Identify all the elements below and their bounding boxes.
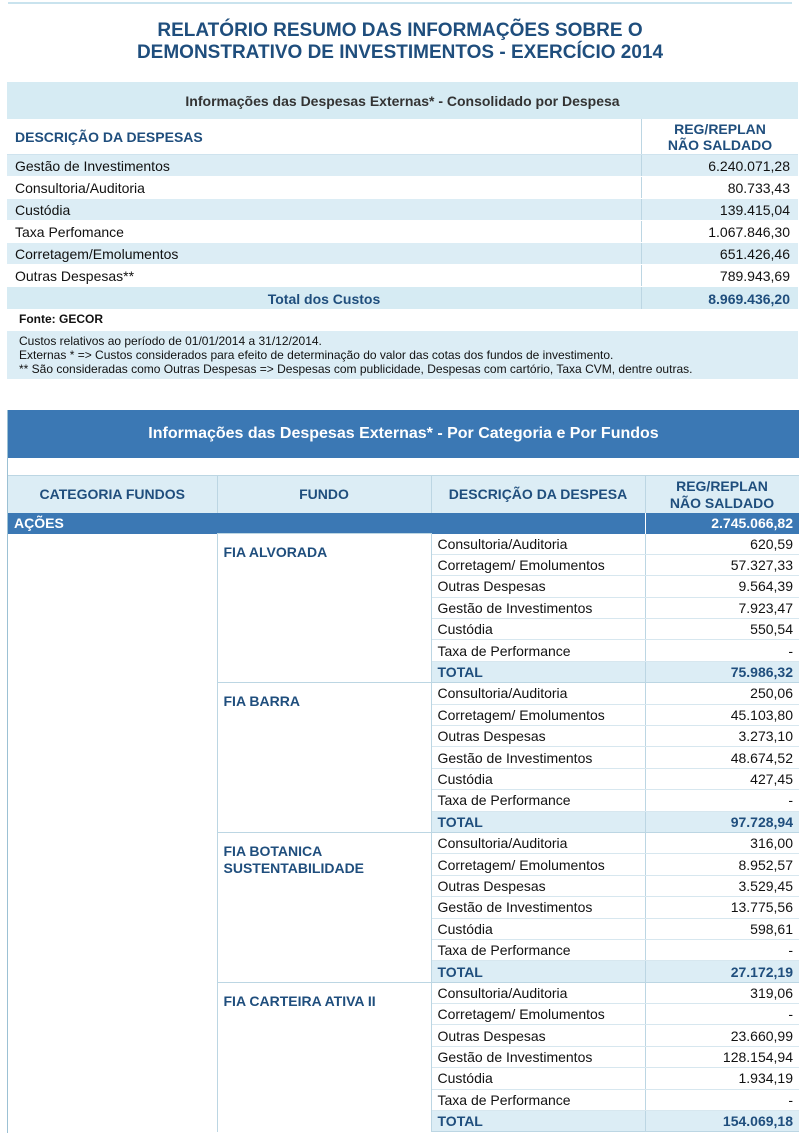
summary-row-desc: Consultoria/Auditoria (7, 177, 642, 199)
summary-row-value: 139.415,04 (642, 199, 799, 221)
fund-name (217, 982, 431, 1132)
detail-col-desc: DESCRIÇÃO DA DESPESA (431, 476, 645, 513)
expense-desc: Custódia (431, 1068, 645, 1089)
summary-total-label: Total dos Custos (7, 287, 642, 312)
expense-value: - (645, 939, 799, 960)
expense-value: - (645, 790, 799, 811)
summary-row (7, 199, 798, 221)
fund-total-value: 75.986,32 (645, 661, 799, 682)
top-rule (8, 2, 792, 4)
expense-value: 620,59 (645, 534, 799, 555)
fund-total-value: 154.069,18 (645, 1111, 799, 1132)
summary-row-value: 789.943,69 (642, 265, 799, 287)
fund-total-label: TOTAL (431, 961, 645, 982)
fund-total-value: 97.728,94 (645, 811, 799, 832)
expense-desc: Custódia (431, 619, 645, 640)
summary-col-value-line-1: REG/REPLAN (674, 120, 766, 137)
summary-row-value: 1.067.846,30 (642, 221, 799, 243)
detail-caption: Informações das Despesas Externas* - Por Categoria e Por Fundos (8, 410, 799, 458)
fund-line-row (8, 534, 799, 555)
expense-value: 7.923,47 (645, 597, 799, 618)
expense-value: 250,06 (645, 683, 799, 704)
fund-name-line-1: FIA BARRA (223, 693, 300, 710)
expense-desc: Gestão de Investimentos (431, 597, 645, 618)
detail-section (7, 410, 799, 1133)
detail-spacer (8, 458, 799, 476)
expense-desc: Corretagem/ Emolumentos (431, 1004, 645, 1025)
summary-col-value (642, 119, 799, 155)
fund-name (217, 832, 431, 982)
expense-desc: Custódia (431, 918, 645, 939)
detail-col-category: CATEGORIA FUNDOS (8, 476, 217, 513)
fund-name-line-1: FIA ALVORADA (223, 544, 328, 560)
expense-desc: Custódia (431, 768, 645, 789)
expense-value: 8.952,57 (645, 854, 799, 875)
report-title-line-2: DEMONSTRATIVO DE INVESTIMENTOS - EXERCÍCIO 2014 (136, 42, 664, 63)
expense-value: 319,06 (645, 982, 799, 1003)
summary-caption: Informações das Despesas Externas* - Consolidado por Despesa (7, 82, 798, 119)
expense-value: 427,45 (645, 768, 799, 789)
expense-desc: Taxa de Performance (431, 939, 645, 960)
expense-desc: Taxa de Performance (431, 640, 645, 661)
report-title (0, 20, 800, 64)
summary-row (7, 265, 798, 287)
summary-row-desc: Gestão de Investimentos (7, 155, 642, 177)
summary-row-value: 651.426,46 (642, 243, 799, 265)
expense-desc: Corretagem/ Emolumentos (431, 554, 645, 575)
note-outras: ** São consideradas como Outras Despesas => Despesas com publicidade, Despesas com cartório, Taxa CVM, dentre outras. (19, 362, 693, 376)
detail-col-value (645, 476, 799, 513)
expense-value: 23.660,99 (645, 1025, 799, 1046)
expense-value: 3.273,10 (645, 726, 799, 747)
category-total: 2.745.066,82 (645, 513, 799, 534)
expense-desc: Taxa de Performance (431, 1089, 645, 1110)
fund-total-label: TOTAL (431, 661, 645, 682)
expense-value: 1.934,19 (645, 1068, 799, 1089)
summary-row (7, 243, 798, 265)
expense-value: - (645, 1004, 799, 1025)
expense-desc: Gestão de Investimentos (431, 747, 645, 768)
fund-name-line-1: FIA CARTEIRA ATIVA II (223, 992, 376, 1009)
expense-desc: Consultoria/Auditoria (431, 832, 645, 853)
note-externas: Externas * => Custos considerados para efeito de determinação do valor das cotas dos fundos de investimento. (19, 348, 614, 362)
category-row (8, 513, 799, 534)
summary-row (7, 177, 798, 199)
summary-row (7, 155, 798, 177)
expense-value: 3.529,45 (645, 875, 799, 896)
expense-desc: Gestão de Investimentos (431, 1046, 645, 1067)
detail-col-fund: FUNDO (217, 476, 431, 513)
expense-value: 598,61 (645, 918, 799, 939)
source-note: Fonte: GECOR (7, 309, 798, 330)
expense-desc: Consultoria/Auditoria (431, 683, 645, 704)
expense-value: 13.775,56 (645, 897, 799, 918)
summary-row-desc: Corretagem/Emolumentos (7, 243, 642, 265)
summary-col-value-line-2: NÃO SALDADO (667, 136, 773, 153)
expense-desc: Taxa de Performance (431, 790, 645, 811)
summary-total-value: 8.969.436,20 (642, 287, 799, 312)
report-title-line-1: RELATÓRIO RESUMO DAS INFORMAÇÕES SOBRE O (157, 20, 643, 41)
expense-desc: Consultoria/Auditoria (431, 534, 645, 555)
fund-total-label: TOTAL (431, 811, 645, 832)
expense-desc: Outras Despesas (431, 1025, 645, 1046)
expense-value: - (645, 1089, 799, 1110)
expense-desc: Consultoria/Auditoria (431, 982, 645, 1003)
category-cell (8, 534, 217, 1132)
expense-value: - (645, 640, 799, 661)
summary-row-desc: Custódia (7, 199, 642, 221)
category-name: AÇÕES (8, 513, 645, 534)
expense-desc: Outras Despesas (431, 875, 645, 896)
fund-name-line-1: FIA BOTANICA (223, 842, 323, 859)
summary-row-value: 80.733,43 (642, 177, 799, 199)
expense-value: 550,54 (645, 619, 799, 640)
expense-value: 9.564,39 (645, 576, 799, 597)
fund-name (217, 534, 431, 683)
summary-row-desc: Taxa Perfomance (7, 221, 642, 243)
fund-total-label: TOTAL (431, 1111, 645, 1132)
fund-name (217, 683, 431, 833)
expense-value: 57.327,33 (645, 554, 799, 575)
expense-desc: Outras Despesas (431, 726, 645, 747)
summary-total-row (7, 287, 798, 312)
notes-box (7, 331, 798, 379)
expense-value: 316,00 (645, 832, 799, 853)
summary-row (7, 221, 798, 243)
expense-desc: Outras Despesas (431, 576, 645, 597)
expense-desc: Corretagem/ Emolumentos (431, 854, 645, 875)
fund-name-line-2: SUSTENTABILIDADE (223, 859, 365, 876)
expense-desc: Corretagem/ Emolumentos (431, 704, 645, 725)
note-period: Custos relativos ao período de 01/01/2014 a 31/12/2014. (19, 334, 322, 348)
expense-desc: Gestão de Investimentos (431, 897, 645, 918)
fund-total-value: 27.172,19 (645, 961, 799, 982)
detail-col-value-line-1: REG/REPLAN (676, 477, 768, 494)
detail-table (8, 476, 799, 1132)
summary-row-desc: Outras Despesas** (7, 265, 642, 287)
summary-col-desc: DESCRIÇÃO DA DESPESAS (7, 119, 642, 155)
expense-value: 128.154,94 (645, 1046, 799, 1067)
expense-value: 48.674,52 (645, 747, 799, 768)
expense-value: 45.103,80 (645, 704, 799, 725)
detail-col-value-line-2: NÃO SALDADO (669, 494, 775, 511)
summary-table (7, 82, 798, 312)
summary-row-value: 6.240.071,28 (642, 155, 799, 177)
